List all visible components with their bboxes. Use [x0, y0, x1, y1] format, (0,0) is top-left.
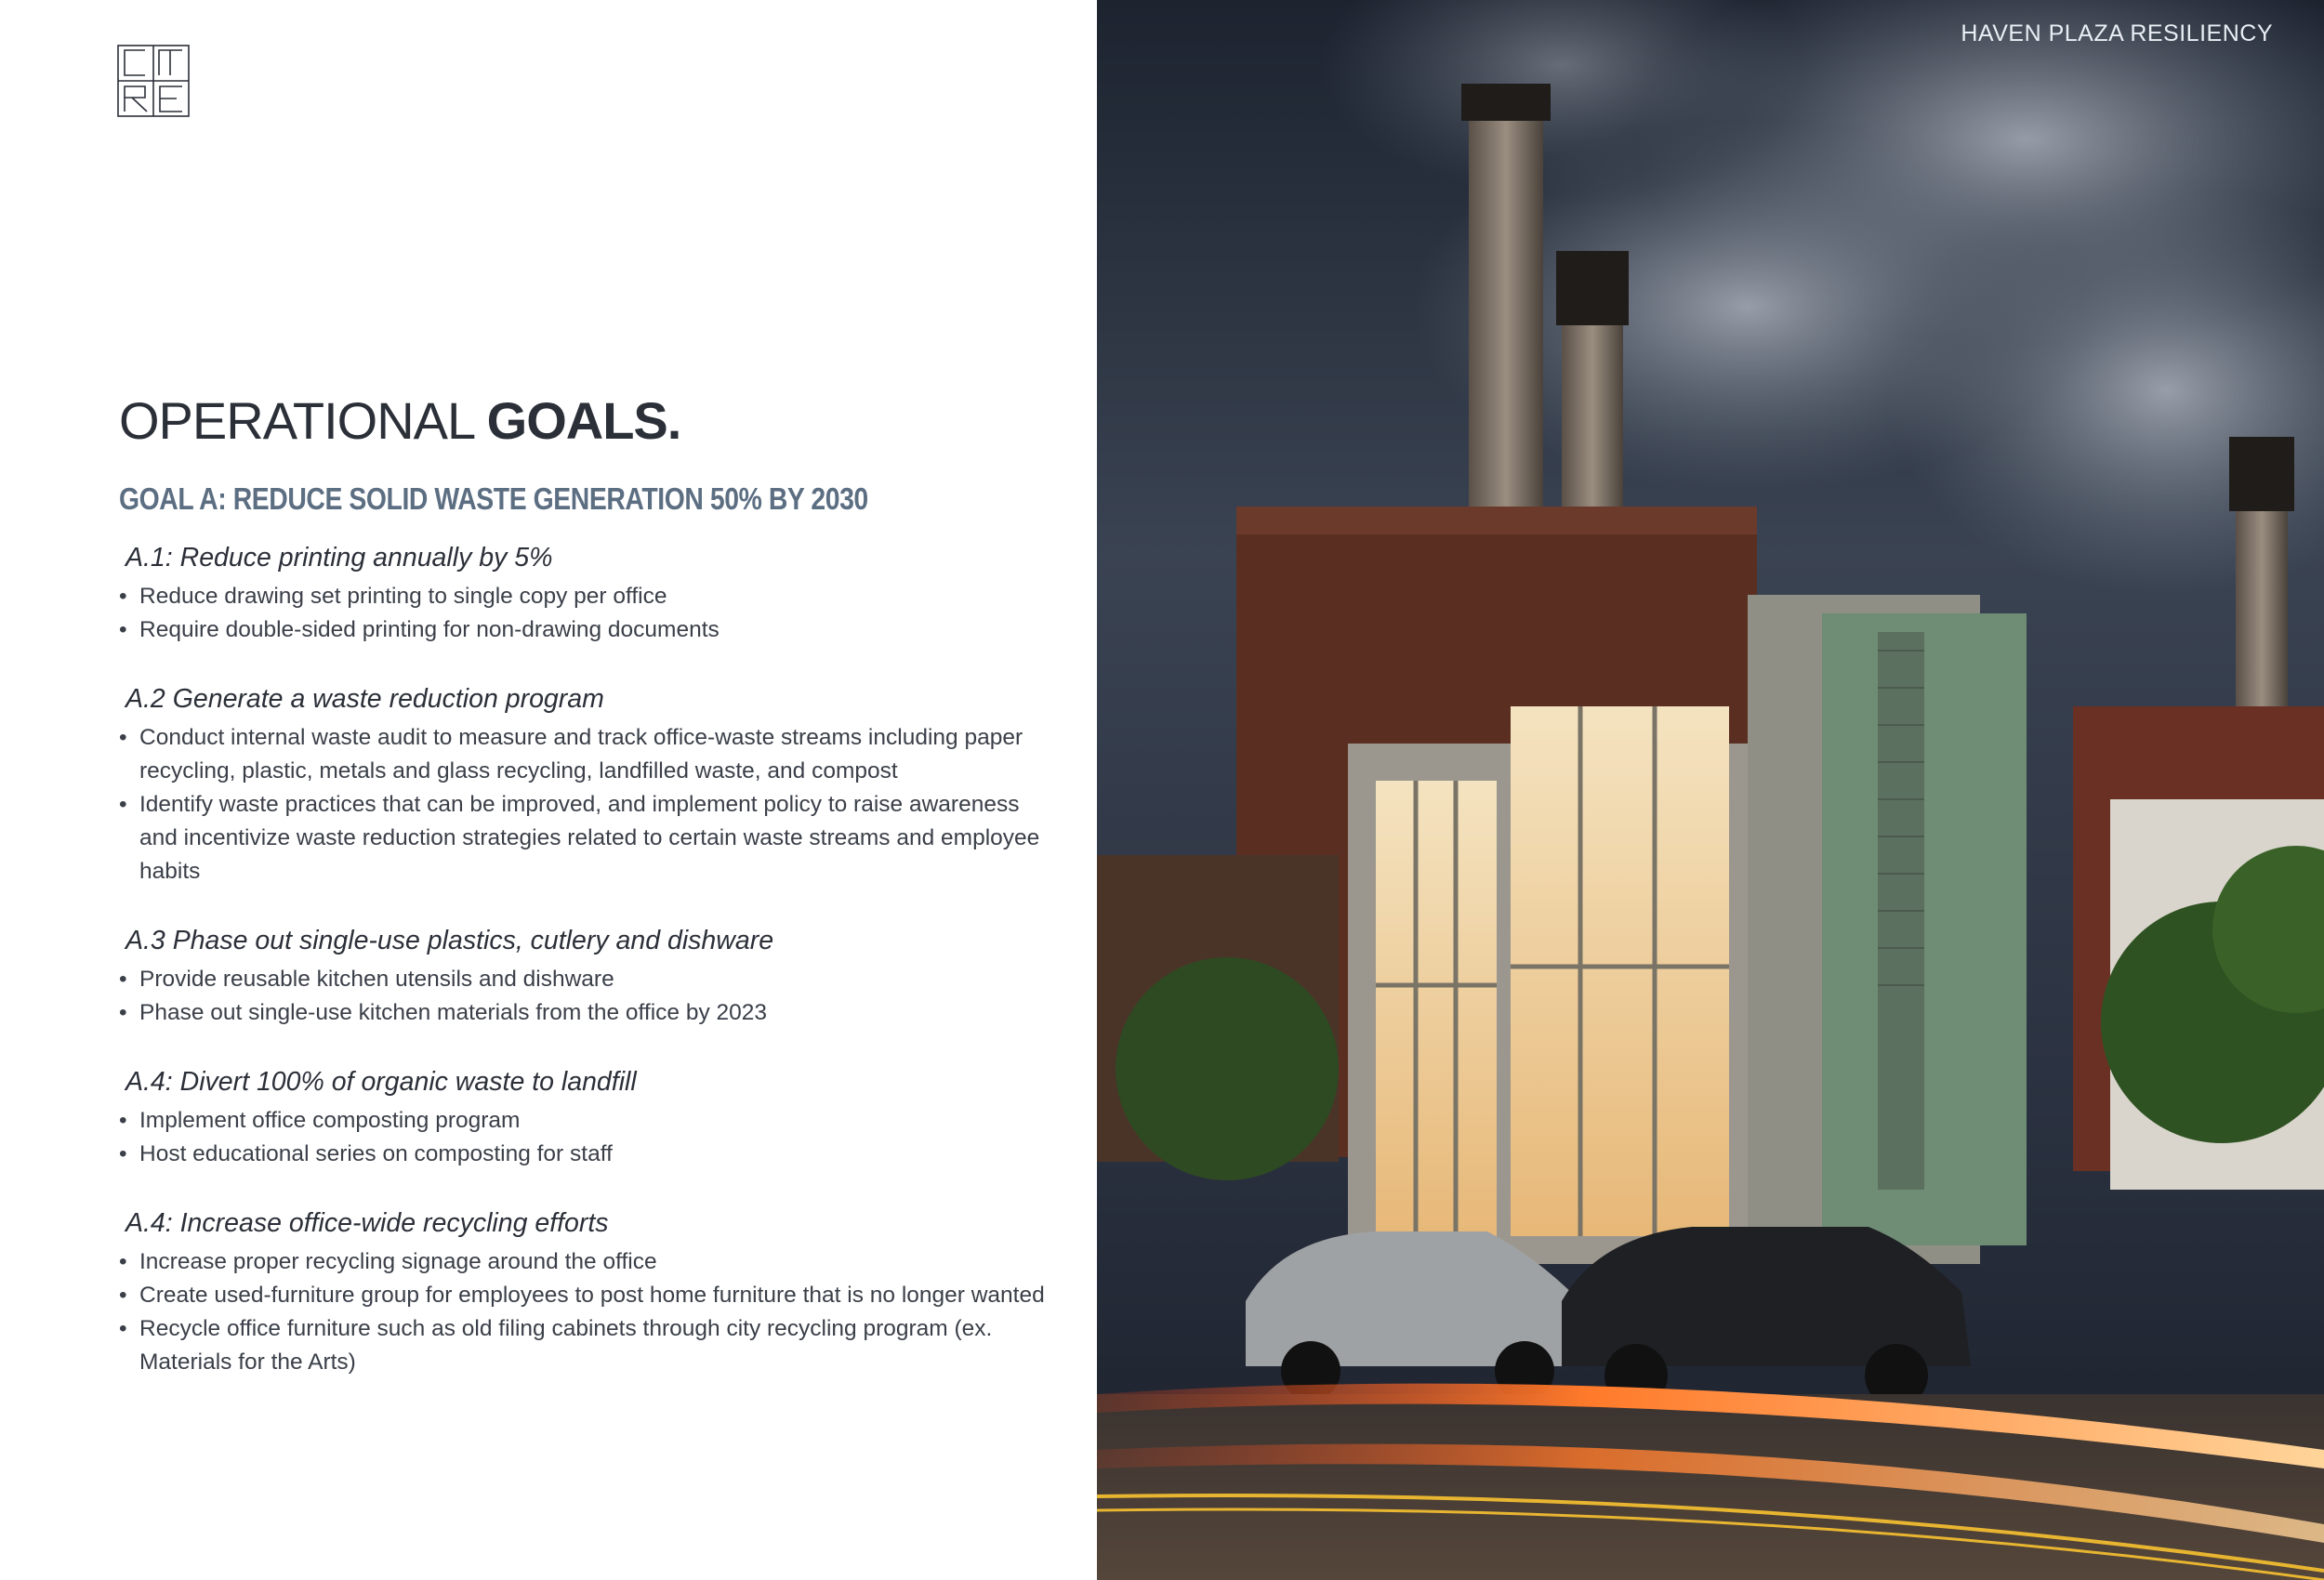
bullet-text: Increase proper recycling signage around the office [139, 1249, 657, 1274]
bullet-dot: • [119, 725, 127, 750]
page-title [119, 390, 680, 451]
bullet-text: Host educational series on composting for staff [139, 1141, 613, 1166]
bullet-list [119, 963, 1049, 1030]
bullet-dot: • [119, 584, 127, 609]
bullet-text: Implement office composting program [139, 1108, 521, 1133]
bullet-list [119, 721, 1049, 889]
section-title: A.2 Generate a waste reduction program [125, 684, 604, 714]
goal-section [119, 922, 1049, 1030]
bullet-item [119, 788, 1049, 889]
bullet-dot: • [119, 1283, 127, 1308]
goal-section [119, 1063, 1049, 1171]
goal-sections [119, 539, 1049, 1413]
bullet-dot: • [119, 617, 127, 642]
bullet-text: Require double-sided printing for non-drawing documents [139, 617, 720, 642]
bullet-dot: • [119, 1000, 127, 1025]
bullet-text: Provide reusable kitchen utensils and dishware [139, 967, 614, 992]
power-plant-photo [1097, 0, 2324, 1580]
bullet-item [119, 580, 1049, 613]
goal-section [119, 539, 1049, 647]
bullet-dot: • [119, 792, 127, 817]
bullet-item [119, 613, 1049, 647]
bullet-list [119, 580, 1049, 647]
bullet-text: Identify waste practices that can be improved, and implement policy to raise awareness and incentivize waste reduction strategies related to certain waste streams and employee habits [139, 792, 1040, 884]
bullet-item [119, 1279, 1049, 1312]
title-bold: GOALS. [486, 391, 681, 450]
section-title: A.1: Reduce printing annually by 5% [125, 543, 553, 573]
bullet-item [119, 1138, 1049, 1171]
goal-section [119, 1205, 1049, 1379]
bullet-dot: • [119, 1316, 127, 1341]
section-title: A.3 Phase out single-use plastics, cutlery and dishware [125, 926, 774, 955]
bullet-dot: • [119, 1141, 127, 1166]
bullet-item [119, 1245, 1049, 1279]
bullet-dot: • [119, 1108, 127, 1133]
bullet-text: Reduce drawing set printing to single copy per office [139, 584, 667, 609]
photo-illustration [1097, 0, 2324, 1580]
bullet-dot: • [119, 1249, 127, 1274]
bullet-text: Create used-furniture group for employees to post home furniture that is no longer wanted [139, 1283, 1045, 1308]
bullet-text: Conduct internal waste audit to measure and track office-waste streams including paper recycling, plastic, metals and glass recycling, landfilled waste, and compost [139, 725, 1023, 783]
bullet-dot: • [119, 967, 127, 992]
section-title: A.4: Divert 100% of organic waste to landfill [125, 1067, 637, 1097]
title-light: OPERATIONAL [119, 391, 487, 450]
text-panel [0, 0, 1097, 1580]
bullet-item [119, 1104, 1049, 1138]
bullet-text: Recycle office furniture such as old filing cabinets through city recycling program (ex. Materials for the Arts) [139, 1316, 993, 1375]
goal-heading: GOAL A: REDUCE SOLID WASTE GENERATION 50% BY 2030 [119, 481, 868, 516]
goal-section [119, 680, 1049, 889]
cirrch-monogram-logo-icon [117, 45, 190, 117]
bullet-list [119, 1245, 1049, 1379]
bullet-item [119, 721, 1049, 788]
project-header-label: HAVEN PLAZA RESILIENCY [1961, 20, 2273, 46]
bullet-item [119, 1312, 1049, 1379]
bullet-item [119, 963, 1049, 996]
bullet-list [119, 1104, 1049, 1171]
bullet-item [119, 996, 1049, 1030]
section-title: A.4: Increase office-wide recycling efforts [125, 1208, 609, 1238]
bullet-text: Phase out single-use kitchen materials from the office by 2023 [139, 1000, 768, 1025]
